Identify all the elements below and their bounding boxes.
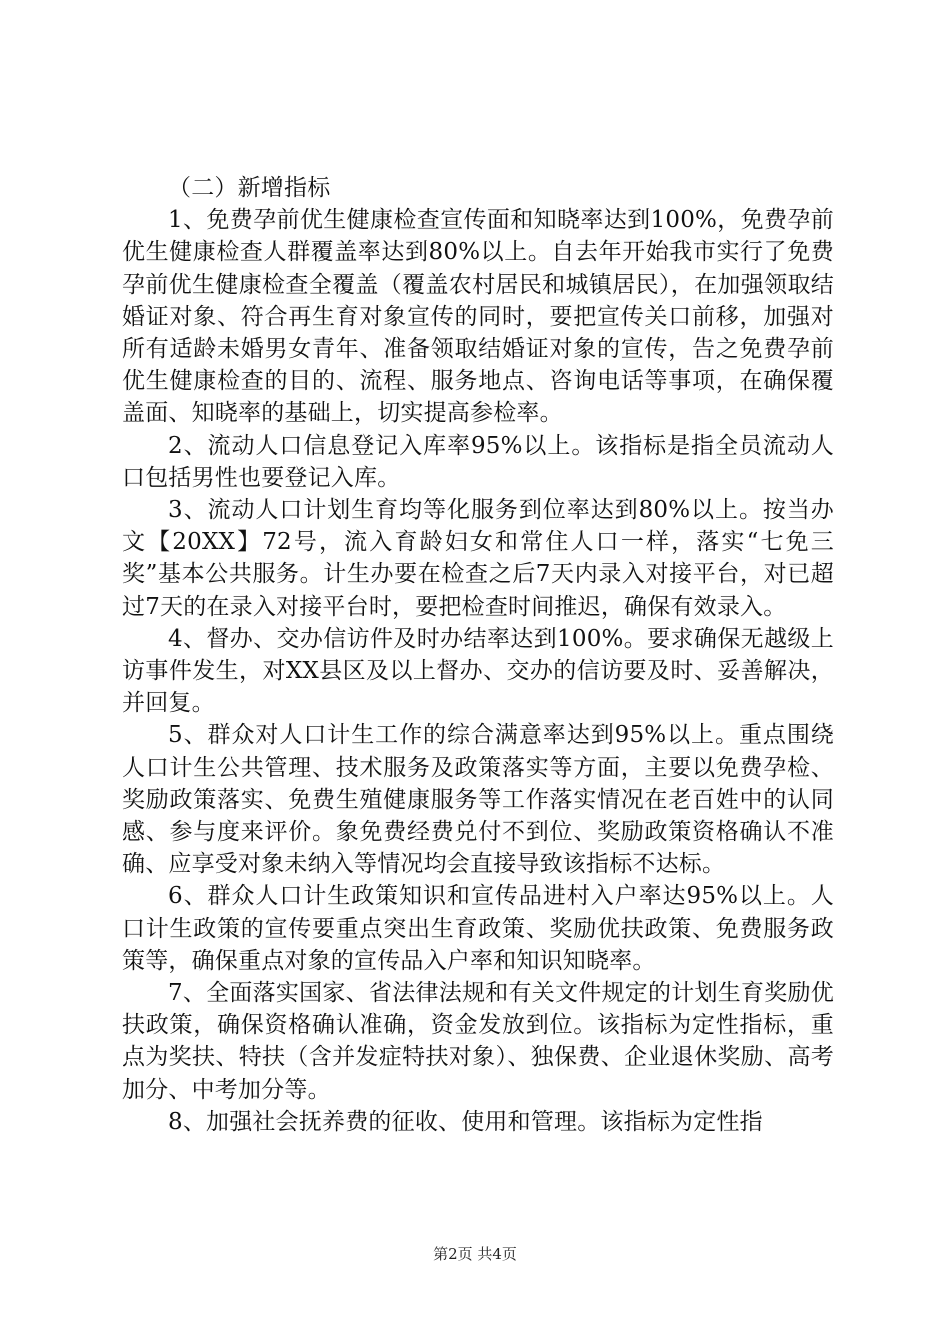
- document-body: [122, 172, 834, 1138]
- paragraph-5: 5、群众对人口计生工作的综合满意率达到95%以上。重点围绕人口计生公共管理、技术服务及政策落实等方面，主要以免费孕检、奖励政策落实、免费生殖健康服务等工作落实情况在老百姓中的认同感、参与度来评价。象免费经费兑付不到位、奖励政策资格确认不准确、应享受对象未纳入等情况均会直接导致该指标不达标。: [122, 722, 834, 878]
- paragraph-3: 3、流动人口计划生育均等化服务到位率达到80%以上。按当办文【20XX】72号，流入育龄妇女和常住人口一样，落实“七免三奖”基本公共服务。计生办要在检查之后7天内录入对接平台，对已超过7天的在录入对接平台时，要把检查时间推迟，确保有效录入。: [122, 497, 834, 620]
- section-heading: （二）新增指标: [168, 175, 331, 201]
- page-footer: 第2页 共4页: [433, 1245, 517, 1263]
- paragraph-7: 7、全面落实国家、省法律法规和有关文件规定的计划生育奖励优扶政策，确保资格确认准确，资金发放到位。该指标为定性指标，重点为奖扶、特扶（含并发症特扶对象）、独保费、企业退休奖励、高考加分、中考加分等。: [122, 980, 834, 1103]
- paragraph-1: 1、免费孕前优生健康检查宣传面和知晓率达到100%，免费孕前优生健康检查人群覆盖率达到80%以上。自去年开始我市实行了免费孕前优生健康检查全覆盖（覆盖农村居民和城镇居民），在加强领取结婚证对象、符合再生育对象宣传的同时，要把宣传关口前移，加强对所有适龄未婚男女青年、准备领取结婚证对象的宣传，告之免费孕前优生健康检查的目的、流程、服务地点、咨询电话等事项，在确保覆盖面、知晓率的基础上，切实提高参检率。: [122, 207, 834, 427]
- paragraph-8: 8、加强社会抚养费的征收、使用和管理。该指标为定性指: [168, 1108, 763, 1135]
- paragraph-2: 2、流动人口信息登记入库率95%以上。该指标是指全员流动人口包括男性也要登记入库。: [122, 432, 834, 491]
- paragraph-6: 6、群众人口计生政策知识和宣传品进村入户率达95%以上。人口计生政策的宣传要重点突出生育政策、奖励优扶政策、免费服务政策等，确保重点对象的宣传品入户率和知识知晓率。: [122, 883, 834, 974]
- paragraph-4: 4、督办、交办信访件及时办结率达到100%。要求确保无越级上访事件发生，对XX县区及以上督办、交办的信访要及时、妥善解决，并回复。: [122, 625, 834, 717]
